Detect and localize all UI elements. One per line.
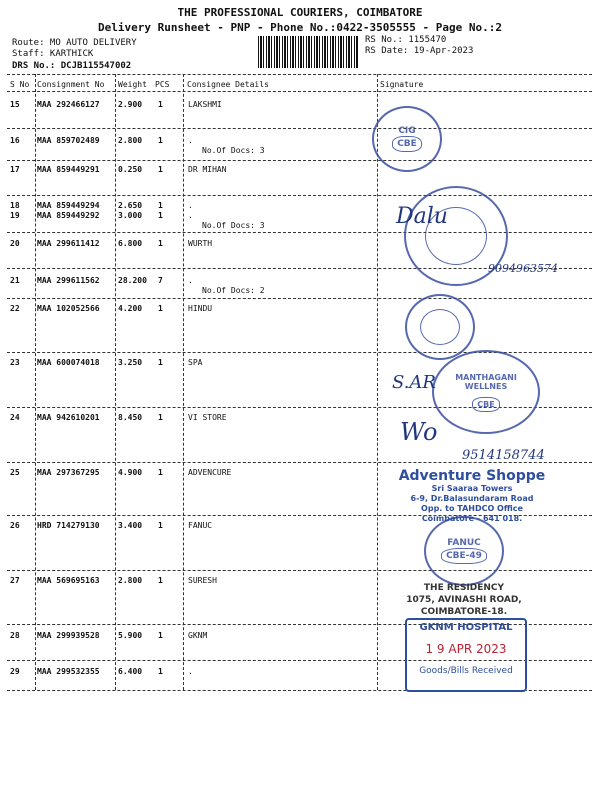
- row-consignment: MAA 292466127: [37, 100, 100, 109]
- route-label: Route: MO AUTO DELIVERY: [12, 38, 137, 48]
- row-sno: 24: [10, 413, 20, 422]
- col-signature: Signature: [380, 80, 424, 89]
- col-consignee: Consignee Details: [187, 80, 269, 89]
- row-consignee: SURESH: [188, 576, 217, 585]
- row-docs-count: No.Of Docs: 2: [202, 286, 265, 295]
- row-sno: 16: [10, 136, 20, 145]
- row-weight: 2.900: [118, 100, 143, 109]
- signature-mark: Wo: [400, 418, 438, 446]
- row-consignment: MAA 102052566: [37, 304, 100, 313]
- row-docs-count: No.Of Docs: 3: [202, 146, 265, 155]
- row-consignee: SPA: [188, 358, 203, 367]
- row-pcs: 1: [158, 631, 163, 640]
- row-pcs: 1: [158, 358, 163, 367]
- row-pcs: 1: [158, 667, 163, 676]
- row-sno: 17: [10, 165, 20, 174]
- row-weight: 0.250: [118, 165, 143, 174]
- column-line: [115, 74, 116, 690]
- runsheet-subtitle: Delivery Runsheet - PNP - Phone No.:0422-3505555 - Page No.:2: [98, 21, 502, 34]
- divider: [7, 91, 592, 92]
- row-consignment: MAA 942610201: [37, 413, 100, 422]
- row-pcs: 1: [158, 521, 163, 530]
- row-sno: 29: [10, 667, 20, 676]
- row-divider: [7, 128, 592, 129]
- row-weight: 4.900: [118, 468, 143, 477]
- row-consignee: LAKSHMI: [188, 100, 222, 109]
- row-consignee: FANUC: [188, 521, 213, 530]
- signature-mark: Dalu: [396, 204, 448, 229]
- company-title: THE PROFESSIONAL COURIERS, COIMBATORE: [177, 6, 423, 19]
- row-consignment: MAA 299611562: [37, 276, 100, 285]
- row-pcs: 1: [158, 239, 163, 248]
- row-weight: 2.800: [118, 136, 143, 145]
- row-weight: 8.450: [118, 413, 143, 422]
- row-consignee: GKNM: [188, 631, 208, 640]
- row-sno: 21: [10, 276, 20, 285]
- row-consignment: MAA 859449292: [37, 211, 100, 220]
- column-line: [183, 74, 184, 690]
- row-weight: 3.250: [118, 358, 143, 367]
- row-sno: 20: [10, 239, 20, 248]
- column-line: [35, 74, 36, 690]
- row-docs-count: No.Of Docs: 3: [202, 221, 265, 230]
- col-weight: Weight: [118, 80, 147, 89]
- row-sno: 23: [10, 358, 20, 367]
- divider: [7, 74, 592, 75]
- row-divider: [7, 298, 592, 299]
- row-weight: 2.650: [118, 201, 143, 210]
- manthagani-stamp: MANTHAGANI WELLNES CBE: [432, 350, 540, 434]
- row-consignment: MAA 299611412: [37, 239, 100, 248]
- row-consignment: MAA 299532355: [37, 667, 100, 676]
- row-consignee: WURTH: [188, 239, 213, 248]
- row-pcs: 1: [158, 413, 163, 422]
- barcode: [258, 36, 358, 68]
- row-weight: 6.400: [118, 667, 143, 676]
- row-consignment: HRD 714279130: [37, 521, 100, 530]
- row-weight: 4.200: [118, 304, 143, 313]
- row-divider: [7, 160, 592, 161]
- row-pcs: 7: [158, 276, 163, 285]
- row-consignee: ADVENCURE: [188, 468, 232, 477]
- row-weight: 6.800: [118, 239, 143, 248]
- row-sno: 15: [10, 100, 20, 109]
- rs-date: RS Date: 19-Apr-2023: [365, 46, 474, 56]
- row-sno: 28: [10, 631, 20, 640]
- row-pcs: 1: [158, 304, 163, 313]
- row-weight: 2.800: [118, 576, 143, 585]
- handwritten-phone: 9514158744: [462, 448, 545, 463]
- handwritten-phone: 9094963574: [488, 262, 558, 275]
- row-consignee: .: [188, 667, 193, 676]
- fanuc-stamp: FANUC CBE-49: [424, 516, 504, 586]
- col-sno: S No: [10, 80, 30, 89]
- row-weight: 28.200: [118, 276, 147, 285]
- staff-label: Staff: KARTHICK: [12, 49, 94, 59]
- signature-mark: S.AR: [392, 372, 436, 393]
- row-divider: [7, 570, 592, 571]
- row-pcs: 1: [158, 136, 163, 145]
- row-pcs: 1: [158, 211, 163, 220]
- row-consignment: MAA 859702489: [37, 136, 100, 145]
- row-sno: 27: [10, 576, 20, 585]
- rs-number: RS No.: 1155470: [365, 35, 447, 45]
- drs-number: DRS No.: DCJB115547002: [12, 61, 132, 71]
- row-consignment: MAA 859449294: [37, 201, 100, 210]
- row-consignment: MAA 299939528: [37, 631, 100, 640]
- row-consignee: VI STORE: [188, 413, 227, 422]
- row-consignment: MAA 569695163: [37, 576, 100, 585]
- residency-stamp: THE RESIDENCY 1075, AVINASHI ROAD, COIMBATORE-18.: [406, 583, 522, 617]
- cig-stamp: CIG CBE: [372, 106, 442, 172]
- row-sno: 22: [10, 304, 20, 313]
- row-consignment: MAA 859449291: [37, 165, 100, 174]
- row-pcs: 1: [158, 201, 163, 210]
- row-consignment: MAA 297367295: [37, 468, 100, 477]
- adventure-shoppe-stamp: Adventure Shoppe Sri Saaraa Towers 6-9, Dr.Balasundaram Road Opp. to TAHDCO Office Coimbatore - 641 018.: [398, 468, 546, 523]
- row-consignment: MAA 600074018: [37, 358, 100, 367]
- row-consignee: HINDU: [188, 304, 213, 313]
- row-weight: 5.900: [118, 631, 143, 640]
- column-line: [377, 74, 378, 690]
- row-sno: 26: [10, 521, 20, 530]
- row-sno: 25: [10, 468, 20, 477]
- col-pcs: PCS: [155, 80, 170, 89]
- row-weight: 3.000: [118, 211, 143, 220]
- row-pcs: 1: [158, 468, 163, 477]
- row-sno: 19: [10, 211, 20, 220]
- row-weight: 3.400: [118, 521, 143, 530]
- row-consignee: .: [188, 136, 193, 145]
- row-consignee: DR MIHAN: [188, 165, 227, 174]
- row-pcs: 1: [158, 100, 163, 109]
- row-pcs: 1: [158, 165, 163, 174]
- row-divider: [7, 195, 592, 196]
- row-sno: 18: [10, 201, 20, 210]
- col-consignment: Consignment No: [37, 80, 105, 89]
- hindu-stamp: [405, 294, 475, 360]
- gknm-received-stamp: GKNM HOSPITAL 1 9 APR 2023 Goods/Bills Received: [405, 618, 527, 692]
- row-pcs: 1: [158, 576, 163, 585]
- row-consignee: .: [188, 201, 193, 210]
- row-consignee: .: [188, 211, 193, 220]
- row-consignee: .: [188, 276, 193, 285]
